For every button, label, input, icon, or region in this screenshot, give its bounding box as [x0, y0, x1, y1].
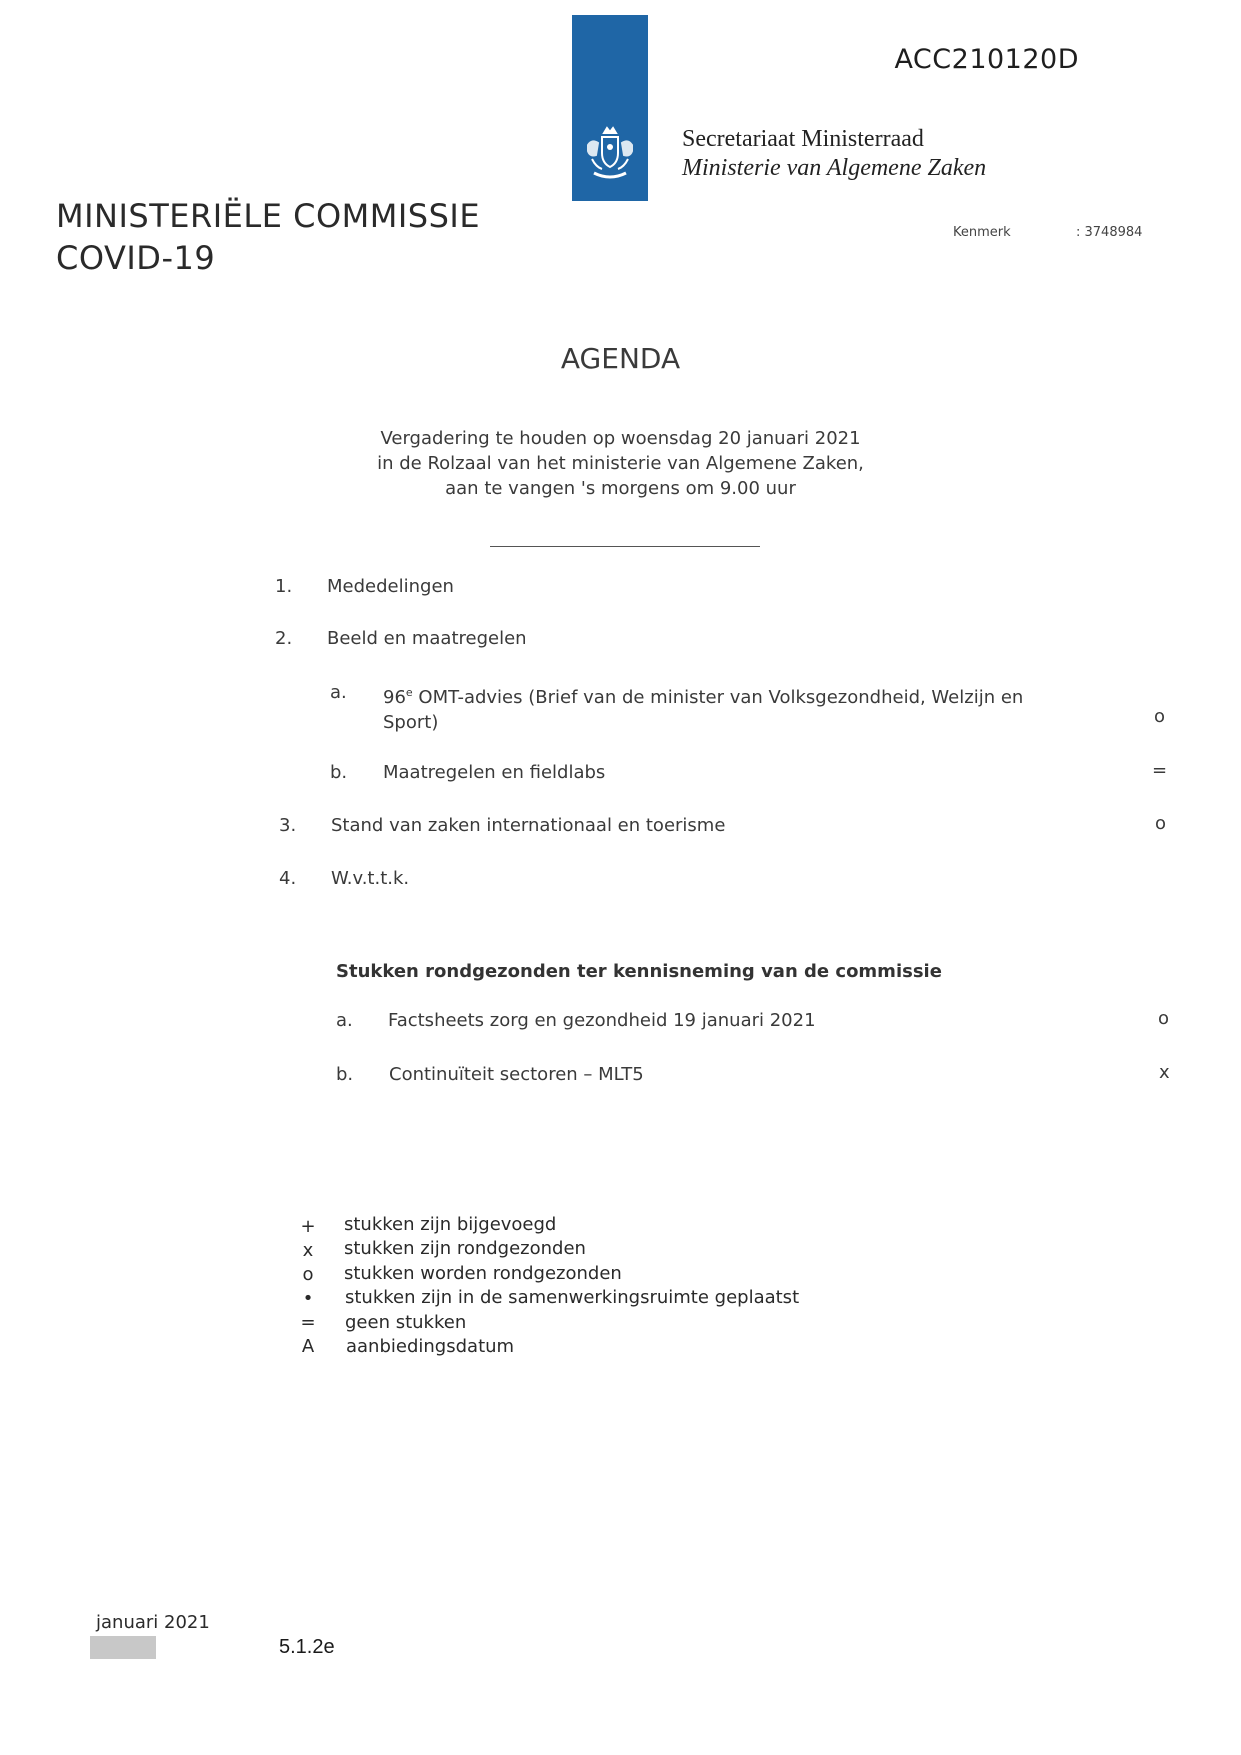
status-mark: o [1155, 813, 1167, 834]
legend-symbol: + [300, 1216, 316, 1237]
agenda-item-text: Mededelingen [327, 576, 454, 597]
agenda-item-text: W.v.t.t.k. [331, 868, 410, 889]
meeting-line: aan te vangen 's morgens om 9.00 uur [445, 478, 796, 499]
legend-text: aanbiedingsdatum [346, 1336, 515, 1357]
redaction-box [90, 1636, 156, 1659]
agenda-item-number: 2. [275, 628, 293, 649]
org-name: Secretariaat Ministerraad [682, 126, 924, 152]
meeting-line: Vergadering te houden op woensdag 20 januari 2021 [380, 428, 861, 449]
commission-title-line1: MINISTERIËLE COMMISSIE [56, 197, 481, 235]
circulated-item-text: Continuïteit sectoren – MLT5 [389, 1064, 644, 1085]
agenda-item-number: 1. [275, 576, 293, 597]
ministry-name: Ministerie van Algemene Zaken [682, 155, 987, 181]
coat-of-arms-icon [578, 125, 642, 189]
footer-date: januari 2021 [96, 1612, 210, 1633]
meeting-line: in de Rolzaal van het ministerie van Algemene Zaken, [377, 453, 864, 474]
legend-text: stukken zijn in de samenwerkingsruimte geplaatst [345, 1287, 800, 1308]
legend-symbol: x [302, 1240, 314, 1261]
legend-text: stukken worden rondgezonden [344, 1263, 622, 1284]
commission-title [56, 195, 480, 279]
circulated-item-letter: a. [336, 1010, 353, 1031]
kenmerk-value: : 3748984 [1076, 225, 1143, 240]
agenda-item-number: 4. [279, 868, 297, 889]
agenda-subitem-text: 96e OMT-advies (Brief van de minister van Volksgezondheid, Welzijn en Sport) [383, 686, 1024, 733]
status-mark: o [1158, 1008, 1170, 1029]
redaction-code: 5.1.2e [279, 1636, 335, 1658]
agenda-title: AGENDA [560, 342, 681, 375]
agenda-subitem-letter: a. [330, 682, 347, 703]
legend-symbol: = [300, 1312, 316, 1333]
agenda-subitem-text: Maatregelen en fieldlabs [383, 762, 606, 783]
kenmerk-label: Kenmerk [953, 225, 1011, 240]
legend-symbol: • [302, 1288, 314, 1309]
legend-text: stukken zijn rondgezonden [344, 1238, 586, 1259]
circulated-item-text: Factsheets zorg en gezondheid 19 januari 2021 [388, 1010, 816, 1031]
status-mark: = [1152, 760, 1168, 781]
legend-symbol: o [302, 1264, 314, 1285]
agenda-item-text: Beeld en maatregelen [327, 628, 527, 649]
circulated-item-letter: b. [336, 1064, 354, 1085]
divider [490, 546, 760, 547]
agenda-item-number: 3. [279, 815, 297, 836]
status-mark: x [1159, 1062, 1170, 1083]
meeting-info [0, 426, 1241, 501]
document-code: ACC210120D [894, 44, 1079, 75]
legend-symbol: A [301, 1336, 315, 1357]
agenda-item-text: Stand van zaken internationaal en toerisme [331, 815, 726, 836]
legend-text: stukken zijn bijgevoegd [344, 1214, 557, 1235]
commission-title-line2: COVID-19 [56, 239, 216, 277]
agenda-subitem-letter: b. [330, 762, 348, 783]
status-mark: o [1154, 706, 1166, 727]
government-logo [572, 15, 648, 201]
legend-text: geen stukken [345, 1312, 467, 1333]
section-heading: Stukken rondgezonden ter kennisneming van de commissie [336, 961, 942, 982]
